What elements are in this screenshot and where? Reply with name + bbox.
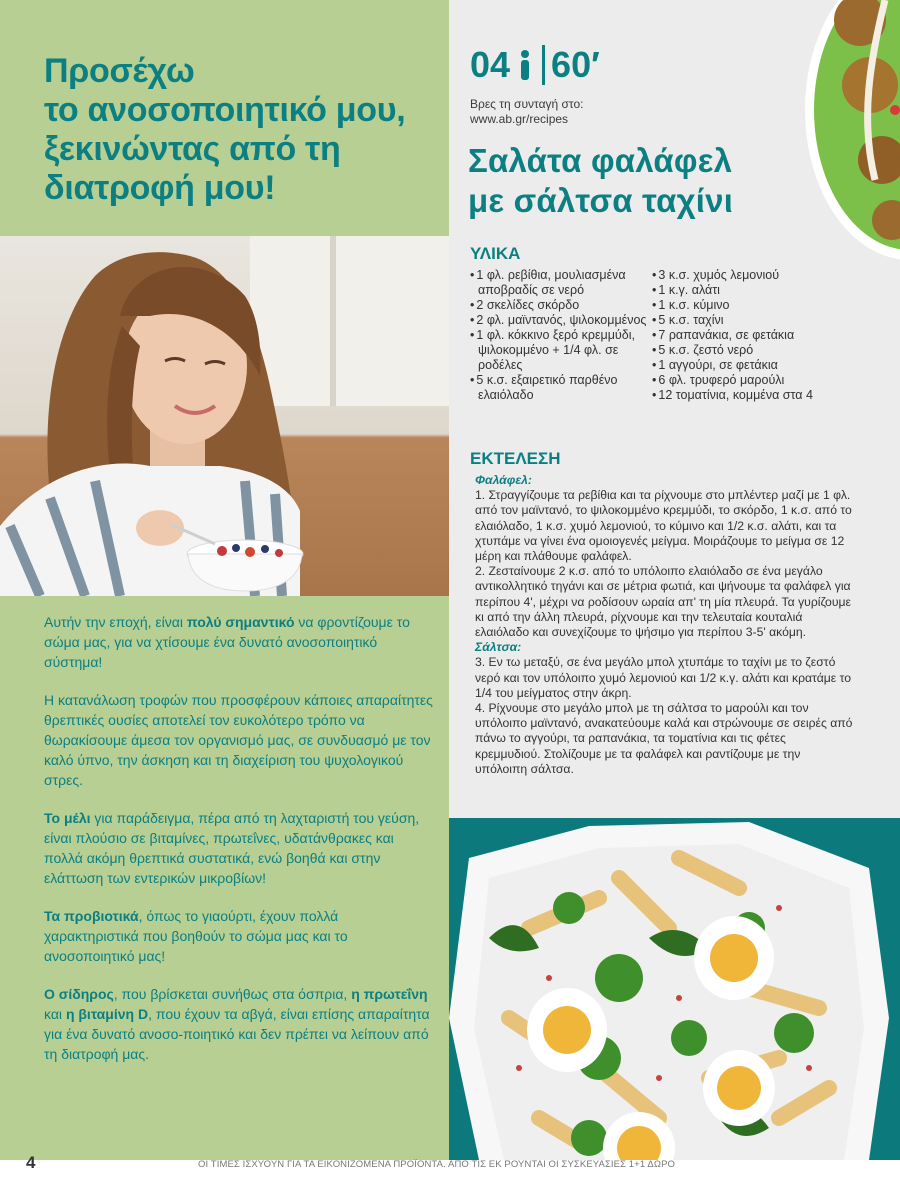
- sauce-subheading: Σάλτσα:: [475, 640, 522, 655]
- person-icon: [518, 48, 532, 82]
- text-run-bold: η πρωτεΐνη: [351, 986, 428, 1002]
- ingredient-item: • 1 κ.σ. κύμινο: [652, 298, 852, 313]
- recipe-source: [470, 97, 584, 127]
- footer-disclaimer: ΟΙ ΤΙΜΕΣ ΙΣΧΥΟΥΝ ΓΙΑ ΤΑ ΕΙΚΟΝΙΖΟΜΕΝΑ ΠΡΟΪΟΝΤΑ. ΑΠΟ ΤΙΣ ΕΚ ΡΟΥΝΤΑΙ ΟΙ ΣΥΣΚΕΥΑΣΙΕΣ 1+1 ΔΩΡΟ: [198, 1159, 676, 1170]
- recipe-title-line: Σαλάτα φαλάφελ: [468, 142, 733, 179]
- text-run-bold: πολύ σημαντικό: [186, 614, 295, 630]
- method-step: 1. Στραγγίζουμε τα ρεβίθια και τα ρίχνουμε στο μπλέντερ μαζί με 1 φλ. από τον μαϊντανό, το ψιλοκομμένο κρεμμύδι, το σκόρδο, 1 κ.σ. από το ελαιόλαδο, 1 κ.σ. χυμό λεμονιού, το κύμινο και 1/2 κ.σ. αλάτι, και τα χτυπάμε να γίνει ένα ομοιογενές μείγμα. Μοιράζουμε το μείγμα σε 12 μέρη και πλάθουμε φαλάφελ.: [475, 488, 852, 564]
- text-run-bold: η βιταμίνη D: [65, 1006, 149, 1022]
- ingredient-item: • 12 τοματίνια, κομμένα στα 4: [652, 388, 852, 403]
- recipe-source-label: Βρες τη συνταγή στο:: [470, 97, 584, 111]
- ingredient-item: • 5 κ.σ. ταχίνι: [652, 313, 852, 328]
- ingredient-item: • 1 φλ. ρεβίθια, μουλιασμένα αποβραδίς σε νερό: [470, 268, 650, 298]
- method-step: 4. Ρίχνουμε στο μεγάλο μπολ με τη σάλτσα το μαρούλι και τον υπόλοιπο μαϊντανό, ανακατεύουμε καλά και στρώνουμε σε σειρές από πάνω το αγγούρι, τα ραπανάκια, τα τοματίνια και τις φέτες κρεμμυδιού. Στολίζουμε με τα φαλάφελ και ραντίζουμε με την υπόλοιπη σάλτσα.: [475, 701, 853, 776]
- ingredient-item: • 2 φλ. μαϊντανός, ψιλοκομμένος: [470, 313, 650, 328]
- intro-text: [44, 612, 436, 1082]
- method-heading: ΕΚΤΕΛΕΣΗ: [470, 449, 561, 468]
- headline-line: διατροφή μου!: [44, 169, 276, 207]
- text-run: , που βρίσκεται συνήθως στα όσπρια,: [113, 986, 352, 1002]
- servings-count: 04: [470, 44, 511, 85]
- intro-paragraph: [44, 612, 436, 672]
- method-step: 3. Εν τω μεταξύ, σε ένα μεγάλο μπολ χτυπάμε το ταχίνι με το ζεστό νερό και τον υπόλοιπο χυμό λεμονιού και 1/2 κ.γ. αλάτι και κρατάμε το 1/4 του μείγματος στην άκρη.: [475, 655, 852, 700]
- falafel-subheading: Φαλάφελ:: [475, 473, 532, 487]
- ingredient-item: • 5 κ.σ. ζεστό νερό: [652, 343, 852, 358]
- headline-line: το ανοσοποιητικό μου,: [44, 91, 406, 129]
- intro-paragraph: [44, 984, 436, 1064]
- ingredients-list-right: [652, 268, 852, 403]
- ingredients-heading: ΥΛΙΚΑ: [470, 244, 521, 263]
- text-run: , που έχουν τα αβγά, είναι επίσης απαραίτητα για ένα δυνατό ανοσο-ποιητικό και δεν πρέπει να λείπουν από τη διατροφή μας.: [44, 1006, 430, 1062]
- text-run: Αυτήν την εποχή, είναι: [44, 614, 187, 630]
- recipe-source-url[interactable]: www.ab.gr/recipes: [470, 112, 569, 126]
- falafel-plate-photo: [800, 0, 900, 262]
- ingredient-item: • 6 φλ. τρυφερό μαρούλι: [652, 373, 852, 388]
- woman-eating-bowl-photo: [0, 236, 449, 596]
- headline-line: ξεκινώντας από τη: [44, 130, 341, 168]
- method-step: 2. Ζεσταίνουμε 2 κ.σ. από το υπόλοιπο ελαιόλαδο σε ένα μεγάλο αντικολλητικό τηγάνι και σε μέτρια φωτιά, και ψήνουμε τα φαλάφελ για περίπου 4', μέχρι να ροδίσουν ωραία απ' τη μία πλευρά. Τα γυρίζουμε κι από την άλλη πλευρά, ρίχνουμε και την τελευταία κουταλιά ελαιόλαδο και συνεχίζουμε το ψήσιμο για περίπου 3-5' ακόμη.: [475, 564, 851, 640]
- ingredient-item: • 1 αγγούρι, σε φετάκια: [652, 358, 852, 373]
- divider: [542, 45, 545, 85]
- intro-paragraph: Η κατανάλωση τροφών που προσφέρουν κάποιες απαραίτητες θρεπτικές ουσίες αποτελεί τον ευκολότερο τρόπο να θωρακίσουμε άμεσα τον οργανισμό μας, σε συνδυασμό με τον καλό ύπνο, την άσκηση και τη διαχείριση του ψυχολογικού στρες.: [44, 692, 433, 788]
- prep-time: 60′: [551, 44, 600, 85]
- ingredient-item: • 3 κ.σ. χυμός λεμονιού: [652, 268, 852, 283]
- headline-line: Προσέχω: [44, 52, 195, 90]
- page-number: 4: [26, 1153, 36, 1172]
- ingredients-list-left: [470, 268, 650, 403]
- ingredient-item: • 2 σκελίδες σκόρδο: [470, 298, 650, 313]
- ingredient-item: • 5 κ.σ. εξαιρετικό παρθένο ελαιόλαδο: [470, 373, 650, 403]
- pasta-salad-photo: [449, 818, 900, 1160]
- text-run-bold: Το μέλι: [44, 810, 91, 826]
- text-run-bold: Ο σίδηρος: [44, 986, 114, 1002]
- recipe-title-line: με σάλτσα ταχίνι: [468, 182, 734, 219]
- method-steps: [475, 473, 853, 777]
- text-run-bold: Τα προβιοτικά: [44, 908, 139, 924]
- text-run: και: [44, 1006, 66, 1022]
- text-run: , όπως το γιαούρτι, έχουν πολλά χαρακτηριστικά που βοηθούν το σώμα μας και το ανοσοποιητικό μας!: [44, 908, 348, 964]
- page-headline: [44, 52, 444, 208]
- ingredient-item: • 1 κ.γ. αλάτι: [652, 283, 852, 298]
- intro-paragraph: [44, 906, 436, 966]
- text-run: να φροντίζουμε το σώμα μας, για να χτίσουμε ένα δυνατό ανοσοποιητικό σύστημα!: [44, 614, 410, 670]
- ingredient-item: • 7 ραπανάκια, σε φετάκια: [652, 328, 852, 343]
- intro-paragraph: [44, 808, 436, 888]
- text-run: για παράδειγμα, πέρα από τη λαχταριστή του γεύση, είναι πλούσιο σε βιταμίνες, πρωτεΐνες, υδατάνθρακες και πολλά ακόμη θρεπτικά συστατικά, ενώ βοηθά και στην ελάττωση των εντερικών μικροβίων!: [44, 810, 420, 886]
- recipe-time-row: [470, 44, 600, 86]
- recipe-title: [468, 141, 808, 221]
- ingredient-item: • 1 φλ. κόκκινο ξερό κρεμμύδι, ψιλοκομμένο + 1/4 φλ. σε ροδέλες: [470, 328, 650, 373]
